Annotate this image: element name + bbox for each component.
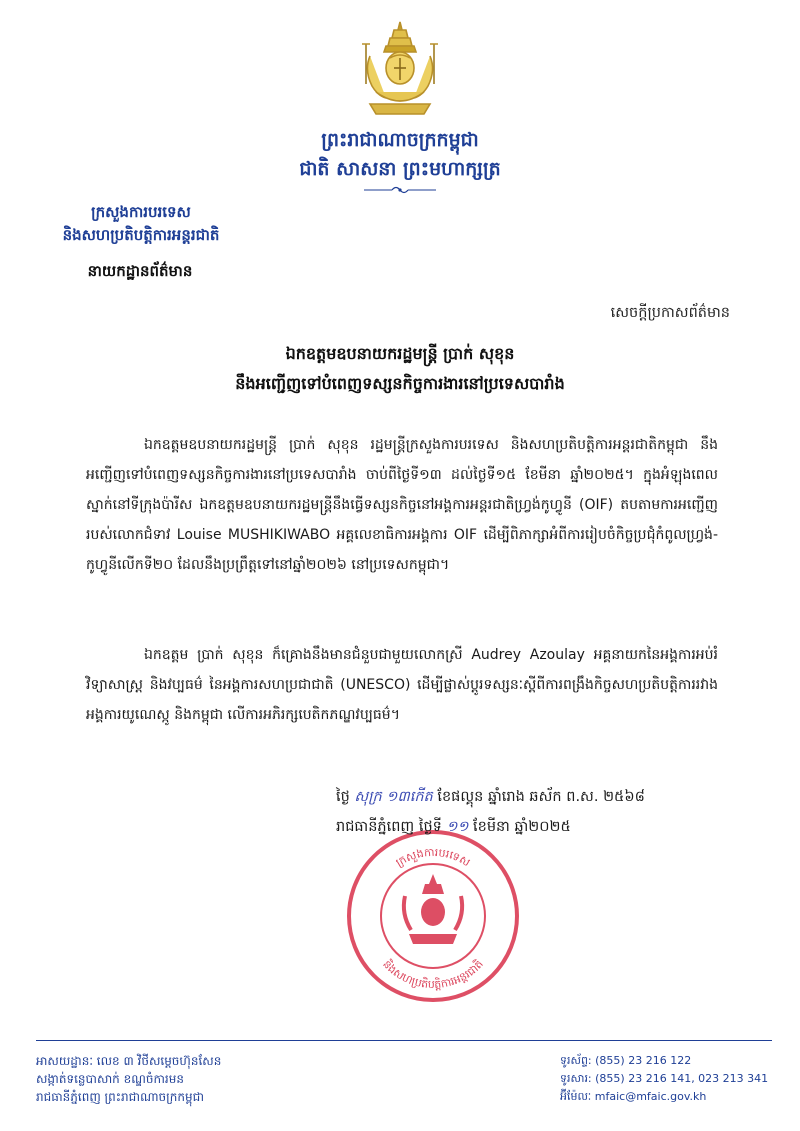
svg-text:និងសហប្រតិបត្តិការអន្តរជាតិ xyxy=(380,957,486,991)
footer-divider xyxy=(36,1040,772,1041)
handwritten-lunar-day: សុក្រ ១៣កើត xyxy=(354,789,433,805)
national-motto: ជាតិ សាសនា ព្រះមហាក្សត្រ xyxy=(299,158,501,180)
ministry-seal-icon xyxy=(343,826,523,1006)
lunar-month-year: ខែផល្គុន ឆ្នាំរោង ឆស័ក ព.ស. ២៥៦៨ xyxy=(437,789,645,805)
svg-text:ក្រសួងការបរទេស xyxy=(394,846,473,869)
handwritten-date: ១១ xyxy=(446,819,469,835)
fax-number: ទូរសារ: (855) 23 216 141, 023 213 341 xyxy=(560,1072,769,1085)
footer-contact xyxy=(560,1052,768,1106)
press-release-title-line1: ឯកឧត្តមឧបនាយករដ្ឋមន្ត្រី ប្រាក់ សុខុន xyxy=(285,344,515,363)
ornament-divider-icon xyxy=(362,185,438,195)
royal-coat-of-arms-icon xyxy=(356,18,444,122)
date-prefix: ថ្ងៃ xyxy=(336,789,350,805)
address-line-1: អាសយដ្ឋានៈ លេខ ៣ វិថីសម្តេចហ៊ុនសែន xyxy=(36,1054,222,1068)
footer-address xyxy=(36,1052,221,1106)
seal-bottom-text: និងសហប្រតិបត្តិការអន្តរជាតិ xyxy=(380,957,486,992)
seal-top-text: ក្រសួងការបរទេស xyxy=(393,845,473,870)
ministry-name-line2: និងសហប្រតិបត្តិការអន្តរជាតិ xyxy=(62,226,220,244)
document-type: សេចក្តីប្រកាសព័ត៌មាន xyxy=(610,305,730,321)
place-and-day-label: រាជធានីភ្នំពេញ ថ្ងៃទី xyxy=(336,819,442,835)
address-line-2: សង្កាត់ទន្លេបាសាក់ ខណ្ឌចំការមន xyxy=(36,1072,184,1086)
solar-month-year: ខែមីនា ឆ្នាំ២០២៥ xyxy=(473,819,571,835)
solar-date-line xyxy=(336,818,571,839)
lunar-date-line xyxy=(336,788,645,809)
body-paragraph-2: ឯកឧត្តម ប្រាក់ សុខុន ក៏គ្រោងនឹងមានជំនួបជាមួយលោកស្រី Audrey Azoulay អគ្គនាយកនៃអង្គការអប់រំ វិទ្យាសាស្ត្រ និងវប្បធម៌ នៃអង្គការសហប្រជាជាតិ (UNESCO) ដើម្បីផ្លាស់ប្តូរទស្សនៈស្តីពីការពង្រឹងកិច្ចសហប្រតិបត្តិការរវាងអង្គការយូណេស្កូ និងកម្ពុជា លើការអភិរក្សបេតិកភណ្ឌវប្បធម៌។ xyxy=(86,647,718,723)
address-line-3: រាជធានីភ្នំពេញ ព្រះរាជាណាចក្រកម្ពុជា xyxy=(36,1090,204,1104)
ministry-name-line1: ក្រសួងការបរទេស xyxy=(91,203,191,221)
press-release-title-line2: នឹងអញ្ជើញទៅបំពេញទស្សនកិច្ចការងារនៅប្រទេសបារាំង xyxy=(235,374,565,393)
kingdom-name: ព្រះរាជាណាចក្រកម្ពុជា xyxy=(321,129,479,151)
phone-number: ទូរស័ព្ទ: (855) 23 216 122 xyxy=(560,1054,692,1067)
department-name: នាយកដ្ឋានព័ត៌មាន xyxy=(87,262,193,280)
email-address: អ៊ីម៉ែលៈ mfaic@mfaic.gov.kh xyxy=(560,1090,707,1103)
body-paragraph-1: ឯកឧត្តមឧបនាយករដ្ឋមន្ត្រី ប្រាក់ សុខុន រដ្ឋមន្ត្រីក្រសួងការបរទេស និងសហប្រតិបត្តិការអន្តរជាតិកម្ពុជា នឹងអញ្ជើញទៅបំពេញទស្សនកិច្ចការងារនៅប្រទេសបារាំង ចាប់ពីថ្ងៃទី១៣ ដល់ថ្ងៃទី១៥ ខែមីនា ឆ្នាំ២០២៥។ ក្នុងអំឡុងពេលស្នាក់នៅទីក្រុងប៉ារីស ឯកឧត្តមឧបនាយករដ្ឋមន្ត្រីនឹងធ្វើទស្សនកិច្ចនៅអង្គការអន្តរជាតិហ្វ្រង់កូហ្វូនី (OIF) តបតាមការអញ្ជើញរបស់លោកជំទាវ Louise MUSHIKIWABO អគ្គលេខាធិការអង្គការ OIF ដើម្បីពិភាក្សាអំពីការរៀបចំកិច្ចប្រជុំកំពូលហ្វ្រង់-កូហ្វូនីលើកទី២០ ដែលនឹងប្រព្រឹត្តទៅនៅឆ្នាំ២០២៦ នៅប្រទេសកម្ពុជា។ xyxy=(86,437,718,573)
